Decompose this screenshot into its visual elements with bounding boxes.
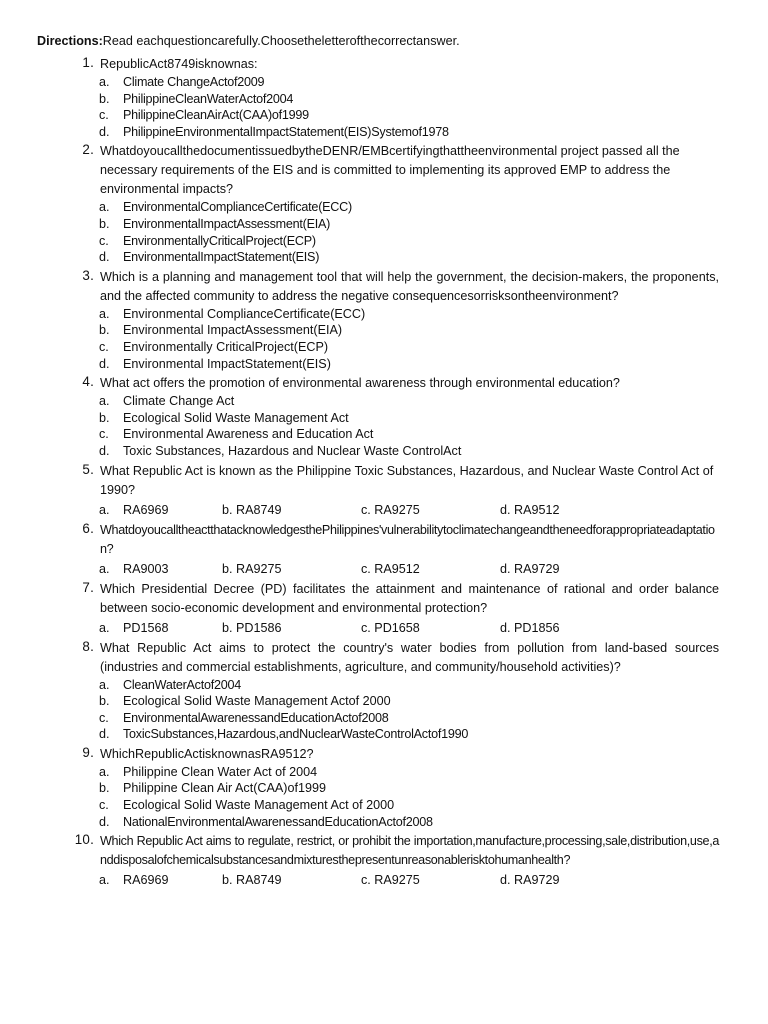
option-b (99, 780, 768, 797)
option-b: b. PD1586 (222, 620, 282, 635)
question-number: 10. (74, 832, 94, 848)
option-d (99, 814, 768, 831)
option-text: Philippine Clean Water Act of 2004 (123, 764, 318, 779)
option-d (99, 249, 768, 266)
option-d (99, 124, 768, 141)
option-b: b. RA9275 (222, 561, 282, 576)
option-text: Environmental ImpactAssessment(EIA) (123, 323, 343, 338)
option-a (99, 872, 222, 889)
option-letter: c. (99, 233, 109, 248)
option-list (99, 306, 768, 372)
option-c (99, 797, 768, 814)
option-row (99, 561, 768, 578)
option-letter: a. (99, 677, 110, 692)
option-b (99, 91, 768, 108)
option-c (99, 233, 768, 250)
question-6 (0, 521, 768, 578)
option-text: Climate Change Act (123, 394, 235, 409)
question-number: 2. (82, 142, 94, 158)
option-c: c. RA9275 (361, 502, 420, 517)
option-letter: b. (99, 91, 110, 106)
option-letter: a. (99, 200, 110, 215)
question-number: 6. (82, 520, 94, 536)
option-text: RA6969 (123, 502, 169, 517)
option-d: d. RA9729 (500, 561, 560, 576)
question-text: Which Republic Act aims to regulate, restrict, or prohibit the importation,manufacture,processing,sale,distribution,use,anddisposalofchemicalsubstancesandmixturesthepresentunreasonablerisktohumanhealth? (100, 834, 719, 868)
question-3 (0, 268, 768, 372)
option-letter: b. (99, 410, 110, 425)
option-c (99, 339, 768, 356)
option-b (99, 410, 768, 427)
option-letter: b. (99, 216, 110, 231)
option-c: c. RA9512 (361, 561, 420, 576)
question-7 (0, 580, 768, 637)
question-5 (0, 462, 768, 519)
option-text: PhilippineCleanWaterActof2004 (123, 91, 294, 106)
question-number: 1. (82, 55, 94, 70)
option-letter: a. (99, 561, 110, 576)
option-d (99, 356, 768, 373)
directions-text: Read eachquestioncarefully.Choosetheletterofthecorrectanswer. (102, 34, 460, 48)
option-letter: c. (99, 427, 109, 442)
option-text: PD1568 (123, 620, 169, 635)
question-text: WhichRepublicActisknownasRA9512? (100, 746, 314, 761)
question-number: 9. (82, 744, 94, 760)
option-d: d. PD1856 (500, 620, 560, 635)
question-9 (0, 745, 768, 830)
option-letter: d. (99, 250, 110, 265)
question-number: 3. (82, 267, 94, 283)
option-letter: a. (99, 306, 110, 321)
option-letter: b. (99, 323, 110, 338)
option-letter: b. (99, 781, 110, 796)
option-letter: a. (99, 620, 110, 635)
option-c: c. PD1658 (361, 620, 420, 635)
question-10 (0, 832, 768, 889)
option-letter: a. (99, 502, 110, 517)
option-text: RA9003 (123, 561, 169, 576)
option-text: Environmental ImpactStatement(EIS) (123, 356, 331, 371)
option-c (99, 426, 768, 443)
option-text: EnvironmentalImpactAssessment(EIA) (123, 216, 331, 231)
option-text: Ecological Solid Waste Management Act of 2000 (123, 798, 395, 813)
option-a (99, 620, 222, 637)
option-b (99, 693, 768, 710)
question-number: 4. (82, 374, 94, 390)
option-d: d. RA9512 (500, 502, 560, 517)
option-letter: c. (99, 798, 109, 813)
question-8 (0, 639, 768, 743)
question-number: 7. (82, 579, 94, 595)
option-a (99, 677, 768, 694)
question-text: WhatdoyoucallthedocumentissuedbytheDENR/EMBcertifyingthattheenvironmental project passed all the necessary requirements of the EIS and is committed to implementing its approved EMP to address the environmental impacts? (100, 144, 680, 197)
option-letter: d. (99, 356, 110, 371)
directions (37, 34, 460, 48)
question-text: What Republic Act aims to protect the country's water bodies from pollution from land-based sources (industries and commercial establishments, agriculture, and community/household activities)? (100, 640, 719, 674)
option-list (99, 199, 768, 265)
option-row (99, 872, 768, 889)
option-text: PhilippineCleanAirAct(CAA)of1999 (123, 108, 309, 123)
option-text: Toxic Substances, Hazardous and Nuclear Waste ControlAct (123, 443, 462, 458)
option-text: Climate ChangeActof2009 (123, 75, 265, 89)
option-letter: c. (99, 108, 109, 123)
option-text: CleanWaterActof2004 (123, 677, 241, 692)
directions-label: Directions: (37, 34, 103, 48)
option-letter: c. (99, 710, 109, 725)
question-4 (0, 374, 768, 459)
question-number: 8. (82, 638, 94, 654)
option-b: b. RA8749 (222, 873, 282, 888)
option-letter: c. (99, 339, 109, 354)
option-letter: d. (99, 814, 110, 829)
option-letter: a. (99, 75, 110, 89)
option-text: Environmental Awareness and Education Act (123, 427, 374, 442)
option-b (99, 216, 768, 233)
option-a (99, 393, 768, 410)
option-text: Environmental ComplianceCertificate(ECC) (123, 306, 366, 321)
option-letter: a. (99, 764, 110, 779)
option-list (99, 393, 768, 459)
option-list (99, 677, 768, 743)
option-c (99, 710, 768, 727)
option-letter: d. (99, 443, 110, 458)
option-letter: d. (99, 124, 110, 139)
question-text: WhatdoyoucalltheactthatacknowledgesthePhilippines'vulnerabilitytoclimatechangeandtheneedforappropriateadaptation? (100, 522, 715, 556)
option-b: b. RA8749 (222, 502, 282, 517)
option-list (99, 764, 768, 830)
option-row (99, 502, 768, 519)
question-2 (0, 142, 768, 265)
option-a (99, 74, 768, 91)
option-b (99, 322, 768, 339)
option-text: EnvironmentalImpactStatement(EIS) (123, 250, 320, 265)
option-c: c. RA9275 (361, 873, 420, 888)
option-d: d. RA9729 (500, 873, 560, 888)
question-text: Which Presidential Decree (PD) facilitates the attainment and maintenance of rational and order balance between socio-economic development and environmental protection? (100, 581, 719, 615)
option-text: EnvironmentalAwarenessandEducationActof2008 (123, 710, 389, 725)
option-list (99, 74, 768, 140)
option-text: Philippine Clean Air Act(CAA)of1999 (123, 781, 327, 796)
option-a (99, 199, 768, 216)
option-text: EnvironmentalComplianceCertificate(ECC) (123, 200, 352, 215)
question-1 (0, 55, 768, 140)
question-text: RepublicAct8749isknownas: (100, 57, 258, 71)
question-number: 5. (82, 461, 94, 477)
option-letter: b. (99, 694, 110, 709)
option-row (99, 620, 768, 637)
option-a (99, 502, 222, 519)
option-a (99, 764, 768, 781)
option-text: RA6969 (123, 873, 169, 888)
question-text: Which is a planning and management tool that will help the government, the decision-makers, the proponents, and the affected community to address the negative consequencesorrisksontheenvironment? (100, 269, 719, 303)
option-a (99, 306, 768, 323)
option-letter: a. (99, 873, 110, 888)
option-letter: d. (99, 727, 110, 742)
option-text: EnvironmentallyCriticalProject(ECP) (123, 233, 316, 248)
option-text: PhilippineEnvironmentalImpactStatement(EIS)Systemof1978 (123, 124, 449, 139)
option-text: ToxicSubstances,Hazardous,andNuclearWasteControlActof1990 (123, 727, 469, 742)
option-text: Ecological Solid Waste Management Actof 2000 (123, 694, 391, 709)
option-a (99, 561, 222, 578)
option-letter: a. (99, 394, 110, 409)
option-text: Ecological Solid Waste Management Act (123, 410, 349, 425)
option-text: Environmentally CriticalProject(ECP) (123, 339, 329, 354)
option-text: NationalEnvironmentalAwarenessandEducationActof2008 (123, 814, 433, 829)
question-text: What Republic Act is known as the Philippine Toxic Substances, Hazardous, and Nuclear Waste Control Act of 1990? (100, 463, 714, 497)
option-d (99, 726, 768, 743)
option-c (99, 107, 768, 124)
question-text: What act offers the promotion of environmental awareness through environmental education? (100, 376, 620, 391)
question-list (0, 55, 768, 891)
option-d (99, 443, 768, 460)
